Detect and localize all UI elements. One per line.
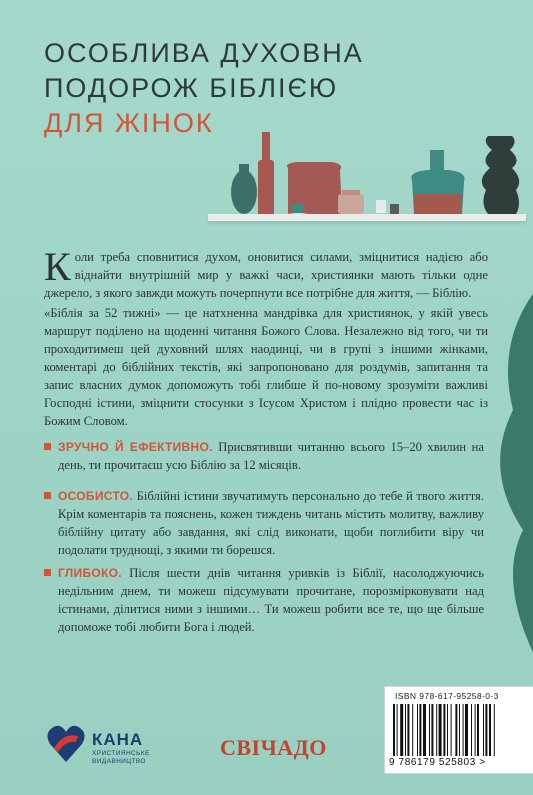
publisher-svichado-logo: СВІЧАДО: [220, 735, 327, 760]
barcode-bar: [397, 704, 398, 756]
barcode-bar: [477, 704, 479, 756]
monstera-leaf-illustration: [483, 270, 533, 690]
barcode-bar: [451, 704, 452, 756]
barcode-bar: [443, 704, 445, 756]
feature-item: [44, 487, 484, 559]
publisher-kana-name: КАНА: [92, 730, 144, 749]
feature-lead: ЗРУЧНО Й ЕФЕКТИВНО.: [58, 440, 213, 454]
barcode-bar: [494, 704, 495, 756]
shelf: [208, 214, 526, 221]
barcode-block: [384, 686, 533, 774]
barcode-bar: [419, 704, 421, 756]
bullet-square-icon: [44, 569, 51, 576]
isbn-text: ISBN 978-617-95258-0-3: [395, 691, 499, 701]
barcode-bar: [393, 704, 395, 756]
barcode-bar: [471, 704, 472, 756]
barcode-bar: [483, 704, 484, 756]
barcode-bar: [463, 704, 464, 756]
bullet-square-icon: [44, 443, 51, 450]
publisher-kana-subtitle: ХРИСТИЯНСЬКЕ ВИДАВНИЦТВО: [92, 750, 150, 765]
intro-text: оли треба сповнитися духом, оновитися силами, зміцнитися надією або віднайти внутрішній мир у важкі часи, християнки мають тільки одне джерело, з якого завжди можуть почерпнути все потрібне для життя, — Біблію.: [44, 250, 488, 300]
description-paragraph: «Біблія за 52 тижні» — це натхненна мандрівка для християнок, у якій увесь маршрут поділено на щоденні читання Божого Слова. Незалежно від того, чи ти проходитимеш цей духовний шлях наодинці, чи в групі з іншими жінками, коментарі до біблійних текстів, які запропоновано для роздумів, запитання та запис власних думок допоможуть тобі глибше й по-новому зрозуміти важливі Господні істини, зміцнити стосунки з Ісусом Христом і плідно провести час із Божим Словом.: [44, 306, 488, 428]
feature-item: [44, 438, 484, 474]
barcode-bar: [407, 704, 409, 756]
feature-lead: ГЛИБОКО.: [58, 566, 122, 580]
intro-paragraph: [44, 244, 488, 302]
barcode-bar: [417, 704, 418, 756]
feature-item: [44, 564, 484, 636]
barcode-bar: [485, 704, 487, 756]
feature-text: Біблійні істини звучатимуть персонально до тебе й твого життя. Крім коментарів та пояснень, кожен тиждень читань містить молитву, важливу біблійну цитату або завдання, які слід виконати, щоби поглибити віру чи подолати труднощі, з якими ти борешся.: [58, 489, 484, 557]
title-line-2: ПОДОРОЖ БІБЛІЄЮ: [44, 73, 339, 103]
bullet-square-icon: [44, 492, 51, 499]
barcode-bar: [400, 704, 403, 756]
barcode-bar: [447, 704, 448, 756]
barcode-bar: [459, 704, 460, 756]
kana-heart-logo-icon: [46, 722, 86, 764]
barcode-bar: [405, 704, 406, 756]
barcode-bar: [465, 704, 468, 756]
vases-illustration: [200, 120, 530, 220]
feature-lead: ОСОБИСТО.: [58, 489, 134, 503]
feature-text: Присвятивши читанню всього 15–20 хвилин на день, ти прочитаєш усю Біблію за 12 місяців.: [58, 440, 484, 472]
barcode-bar: [455, 704, 457, 756]
title-line-1: ОСОБЛИВА ДУХОВНА: [44, 38, 364, 68]
barcode-bar: [423, 704, 426, 756]
barcode-bar: [489, 704, 491, 756]
barcode-digits: 9 786179 525803 >: [389, 757, 486, 768]
drop-cap: К: [44, 244, 71, 289]
barcode-bar: [412, 704, 413, 756]
barcode-bar: [475, 704, 476, 756]
barcode-bar: [436, 704, 437, 756]
barcode-bar: [431, 704, 433, 756]
barcode-bars: [393, 704, 525, 756]
barcode-bar: [429, 704, 430, 756]
feature-text: Після шести днів читання уривків із Біблії, насолоджуючись недільним днем, ти можеш підсумувати прочитане, порозмірковувати над істинами, ділитися ними з іншими… Ти можеш робити все те, що ще більше допоможе тобі любити Бога і людей.: [58, 566, 484, 634]
title-line-3: ДЛЯ ЖІНОК: [44, 108, 214, 138]
barcode-bar: [439, 704, 442, 756]
